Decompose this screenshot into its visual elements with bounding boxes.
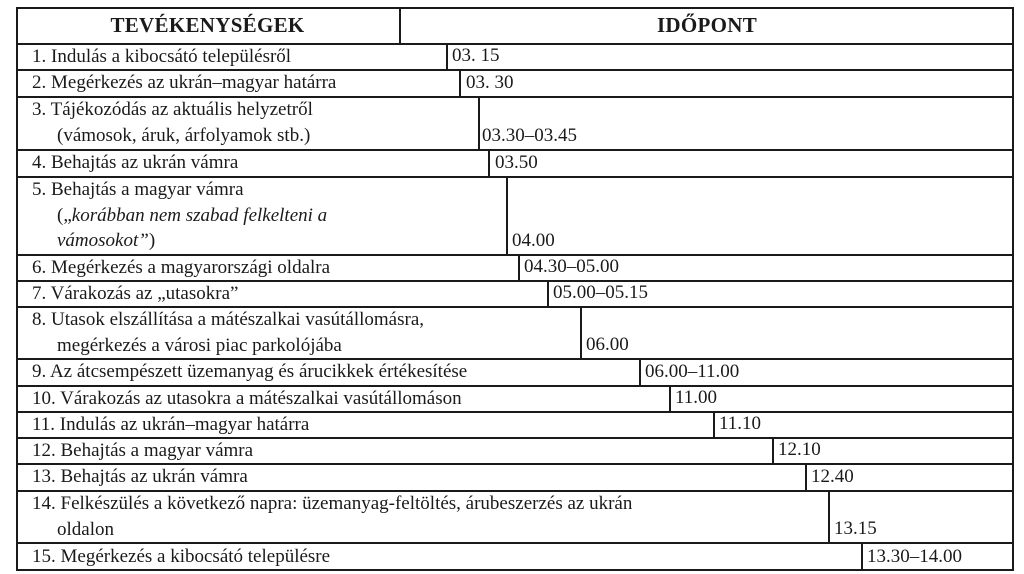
activity-line [32, 228, 327, 254]
activity-cell [32, 464, 248, 490]
time-cell: 12.40 [811, 466, 854, 487]
activity-cell [32, 438, 253, 463]
activity-line [32, 150, 238, 176]
time-divider [446, 43, 448, 69]
activity-cell [32, 255, 330, 280]
activity-line [32, 543, 330, 570]
activity-line [32, 491, 632, 517]
activity-line [32, 517, 632, 543]
time-divider [518, 254, 520, 280]
activity-line [32, 70, 336, 96]
header-time: IDŐPONT [656, 12, 758, 37]
time-cell: 05.00–05.15 [553, 282, 648, 303]
activity-line [32, 97, 313, 123]
activity-line [32, 203, 327, 229]
activity-line [32, 44, 291, 69]
header-activities: TEVÉKENYSÉGEK [110, 12, 305, 37]
time-divider [805, 463, 807, 490]
time-divider [772, 437, 774, 463]
activity-text: korábban nem szabad felkelteni a [71, 204, 328, 226]
time-cell: 13.30–14.00 [867, 546, 962, 567]
activity-text: 10. Várakozás az utasokra a mátészalkai vasútállomáson [32, 388, 462, 409]
activity-cell [32, 44, 291, 69]
header-divider [399, 7, 401, 43]
activity-line [32, 333, 424, 359]
activity-line [32, 359, 467, 385]
activity-text: 5. Behajtás a magyar vámra [32, 179, 244, 200]
time-cell: 11.10 [719, 413, 762, 434]
time-divider [459, 69, 461, 96]
activity-text: 2. Megérkezés az ukrán–magyar határra [32, 72, 337, 93]
table-border-top [16, 7, 1014, 9]
activity-text: 3. Tájékozódás az aktuális helyzetről [32, 99, 313, 120]
activity-line [32, 123, 313, 149]
activity-line [32, 281, 238, 306]
activity-text: 4. Behajtás az ukrán vámra [32, 152, 239, 173]
activity-cell [32, 177, 327, 254]
activity-text: 12. Behajtás a magyar vámra [32, 440, 254, 461]
time-cell: 11.00 [675, 387, 718, 408]
time-divider [547, 280, 549, 306]
time-divider [828, 490, 830, 542]
time-cell: 03. 15 [452, 45, 500, 66]
activity-line [32, 386, 462, 411]
time-cell: 03.30–03.45 [482, 125, 577, 146]
activity-cell [32, 281, 238, 306]
activity-cell [32, 491, 632, 542]
activity-text: megérkezés a városi piac parkolójába [57, 334, 342, 356]
activity-cell [32, 412, 309, 437]
time-cell: 03. 30 [466, 72, 514, 93]
time-divider [488, 149, 490, 176]
time-cell: 12.10 [778, 439, 821, 460]
activity-text: 15. Megérkezés a kibocsátó településre [32, 546, 331, 567]
activity-line [32, 412, 309, 437]
time-divider [669, 385, 671, 411]
time-cell: 13.15 [834, 518, 877, 539]
activity-text: 13. Behajtás az ukrán vámra [32, 466, 248, 487]
time-divider [713, 411, 715, 437]
activity-text: 9. Az átcsempészett üzemanyag és árucikkek értékesítése [32, 361, 468, 382]
time-divider [861, 542, 863, 570]
time-divider [639, 358, 641, 385]
activity-cell [32, 359, 467, 385]
activity-text: ) [148, 230, 156, 252]
time-cell: 04.30–05.00 [524, 256, 619, 277]
time-cell: 06.00–11.00 [645, 361, 740, 382]
activity-text: („ [57, 204, 72, 226]
table-border-left [16, 7, 18, 571]
activity-text: 11. Indulás az ukrán–magyar határra [32, 414, 310, 435]
activity-text: (vámosok, áruk, árfolyamok stb.) [57, 125, 311, 146]
activity-text: 7. Várakozás az „utasokra” [32, 283, 239, 304]
activity-text: 8. Utasok elszállítása a mátészalkai vasútállomásra, [32, 309, 424, 330]
activity-cell [32, 307, 424, 358]
time-divider [506, 176, 508, 254]
activity-line [32, 438, 253, 463]
activity-cell [32, 543, 330, 570]
time-cell: 04.00 [512, 230, 555, 251]
activity-text: 6. Megérkezés a magyarországi oldalra [32, 257, 331, 278]
activity-text: 14. Felkészülés a következő napra: üzemanyag-feltöltés, árubeszerzés az ukrán [32, 493, 633, 514]
table-border-right [1012, 7, 1014, 571]
time-divider [478, 96, 480, 149]
activity-line [32, 177, 327, 203]
activity-line [32, 307, 424, 333]
activity-line [32, 255, 330, 280]
activity-line [32, 464, 248, 490]
time-divider [580, 306, 582, 358]
activity-text: 1. Indulás a kibocsátó településről [32, 46, 292, 67]
activity-text: oldalon [57, 518, 114, 540]
time-cell: 06.00 [586, 334, 629, 355]
activity-cell [32, 150, 238, 176]
activity-text: vámosokot” [57, 230, 149, 252]
activity-cell [32, 97, 313, 149]
activity-cell [32, 70, 336, 96]
activity-cell [32, 386, 462, 411]
time-cell: 03.50 [495, 152, 538, 173]
